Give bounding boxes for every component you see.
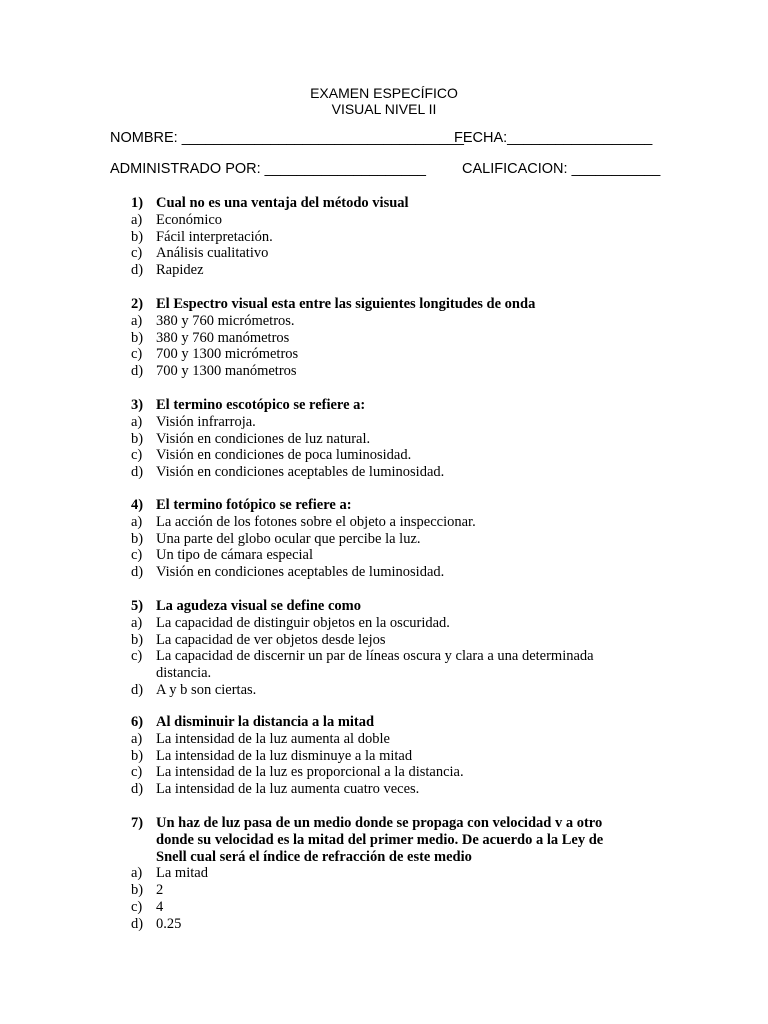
- option-text: La intensidad de la luz aumenta al doble: [156, 730, 390, 747]
- option-text: 700 y 1300 micrómetros: [156, 346, 299, 363]
- question-number: 1): [131, 195, 144, 211]
- option-text: Fácil interpretación.: [156, 228, 273, 245]
- option-text: La capacidad de discernir un par de líneas oscura y clara a una determinada distancia.: [156, 648, 594, 682]
- question-title: [131, 296, 641, 313]
- option-label: b): [131, 228, 144, 245]
- option-text: 380 y 760 manómetros: [156, 329, 290, 346]
- answer-option-d: [131, 682, 641, 699]
- option-label: d): [131, 363, 144, 380]
- option-label: c): [131, 648, 143, 665]
- option-label: d): [131, 464, 144, 481]
- answer-option-d: [131, 781, 641, 798]
- answer-option-b: [131, 748, 641, 765]
- answer-option-a: [131, 731, 641, 748]
- question-7: [131, 815, 641, 933]
- option-label: c): [131, 346, 143, 363]
- question-title: [131, 815, 641, 865]
- question-3: [131, 397, 641, 481]
- option-label: d): [131, 262, 144, 279]
- option-label: a): [131, 730, 143, 747]
- option-label: a): [131, 413, 143, 430]
- answer-option-d: [131, 464, 641, 481]
- question-number: 5): [131, 598, 144, 614]
- option-label: b): [131, 430, 144, 447]
- question-text: El termino fotópico se refiere a:: [156, 497, 352, 513]
- answer-option-d: [131, 564, 641, 581]
- administrado-field: ADMINISTRADO POR: ____________________: [110, 161, 426, 177]
- option-text: Económico: [156, 211, 223, 228]
- question-title: [131, 497, 641, 514]
- answer-option-b: [131, 632, 641, 649]
- fecha-field: FECHA:__________________: [454, 130, 653, 146]
- nombre-field: NOMBRE: ___________________________________: [110, 130, 464, 146]
- question-6: [131, 714, 641, 798]
- option-text: 380 y 760 micrómetros.: [156, 312, 295, 329]
- question-title: [131, 397, 641, 414]
- option-label: b): [131, 329, 144, 346]
- option-text: Análisis cualitativo: [156, 245, 269, 262]
- answer-option-c: [131, 245, 641, 262]
- option-label: c): [131, 447, 143, 464]
- answer-option-c: [131, 648, 641, 682]
- option-label: a): [131, 312, 143, 329]
- option-text: 2: [156, 882, 164, 899]
- answer-option-b: [131, 330, 641, 347]
- option-text: 0.25: [156, 915, 182, 932]
- calificacion-field: CALIFICACION: ___________: [462, 161, 661, 177]
- option-label: d): [131, 681, 144, 698]
- option-label: b): [131, 530, 144, 547]
- option-label: c): [131, 547, 143, 564]
- answer-option-b: [131, 531, 641, 548]
- option-text: Rapidez: [156, 262, 204, 279]
- option-text: La intensidad de la luz disminuye a la mitad: [156, 747, 413, 764]
- question-number: 2): [131, 296, 144, 312]
- question-1: [131, 195, 641, 279]
- answer-option-c: [131, 547, 641, 564]
- question-4: [131, 497, 641, 581]
- exam-title: [0, 85, 768, 117]
- question-text: El Espectro visual esta entre las siguientes longitudes de onda: [156, 296, 536, 312]
- question-title: [131, 714, 641, 731]
- option-label: a): [131, 865, 143, 882]
- question-title: [131, 195, 641, 212]
- answer-option-b: [131, 431, 641, 448]
- option-label: a): [131, 211, 143, 228]
- question-text: Al disminuir la distancia a la mitad: [156, 714, 375, 730]
- question-text: La agudeza visual se define como: [156, 598, 362, 614]
- answer-option-a: [131, 514, 641, 531]
- option-label: d): [131, 564, 144, 581]
- option-text: 4: [156, 898, 164, 915]
- option-text: Visión infrarroja.: [156, 413, 256, 430]
- answer-option-a: [131, 313, 641, 330]
- option-label: b): [131, 882, 144, 899]
- question-number: 6): [131, 714, 144, 730]
- option-label: b): [131, 631, 144, 648]
- option-label: c): [131, 764, 143, 781]
- option-label: a): [131, 513, 143, 530]
- question-title: [131, 598, 641, 615]
- question-5: [131, 598, 641, 699]
- question-number: 3): [131, 397, 144, 413]
- option-text: Una parte del globo ocular que percibe la luz.: [156, 530, 421, 547]
- answer-option-b: [131, 229, 641, 246]
- answer-option-a: [131, 414, 641, 431]
- question-text: El termino escotópico se refiere a:: [156, 397, 366, 413]
- answer-option-a: [131, 865, 641, 882]
- answer-option-a: [131, 212, 641, 229]
- question-number: 7): [131, 815, 144, 831]
- answer-option-d: [131, 916, 641, 933]
- exam-title-line-1: EXAMEN ESPECÍFICO: [310, 85, 458, 101]
- question-text: Un haz de luz pasa de un medio donde se propaga con velocidad v a otro donde su velocidad es la mitad del primer medio. De acuerdo a la Ley de Snell cual será el índice de refracción de este medio: [156, 815, 604, 865]
- option-text: Visión en condiciones de luz natural.: [156, 430, 371, 447]
- option-text: Visión en condiciones de poca luminosidad.: [156, 447, 412, 464]
- option-text: Visión en condiciones aceptables de luminosidad.: [156, 564, 445, 581]
- answer-option-c: [131, 899, 641, 916]
- option-label: b): [131, 747, 144, 764]
- answer-option-d: [131, 262, 641, 279]
- option-label: d): [131, 915, 144, 932]
- option-text: La acción de los fotones sobre el objeto a inspeccionar.: [156, 513, 476, 530]
- option-text: La capacidad de distinguir objetos en la oscuridad.: [156, 614, 450, 631]
- option-text: La intensidad de la luz aumenta cuatro veces.: [156, 781, 420, 798]
- option-text: Un tipo de cámara especial: [156, 547, 314, 564]
- option-text: A y b son ciertas.: [156, 681, 257, 698]
- answer-option-d: [131, 363, 641, 380]
- option-text: La intensidad de la luz es proporcional a la distancia.: [156, 764, 464, 781]
- answer-option-a: [131, 615, 641, 632]
- answer-option-c: [131, 764, 641, 781]
- option-text: 700 y 1300 manómetros: [156, 363, 297, 380]
- exam-title-line-2: VISUAL NIVEL II: [331, 101, 437, 117]
- option-label: c): [131, 898, 143, 915]
- answer-option-b: [131, 882, 641, 899]
- question-text: Cual no es una ventaja del método visual: [156, 195, 409, 211]
- option-text: La capacidad de ver objetos desde lejos: [156, 631, 386, 648]
- question-2: [131, 296, 641, 380]
- option-label: d): [131, 781, 144, 798]
- option-text: La mitad: [156, 865, 208, 882]
- answer-option-c: [131, 346, 641, 363]
- option-label: c): [131, 245, 143, 262]
- option-label: a): [131, 614, 143, 631]
- answer-option-c: [131, 447, 641, 464]
- question-number: 4): [131, 497, 144, 513]
- option-text: Visión en condiciones aceptables de luminosidad.: [156, 464, 445, 481]
